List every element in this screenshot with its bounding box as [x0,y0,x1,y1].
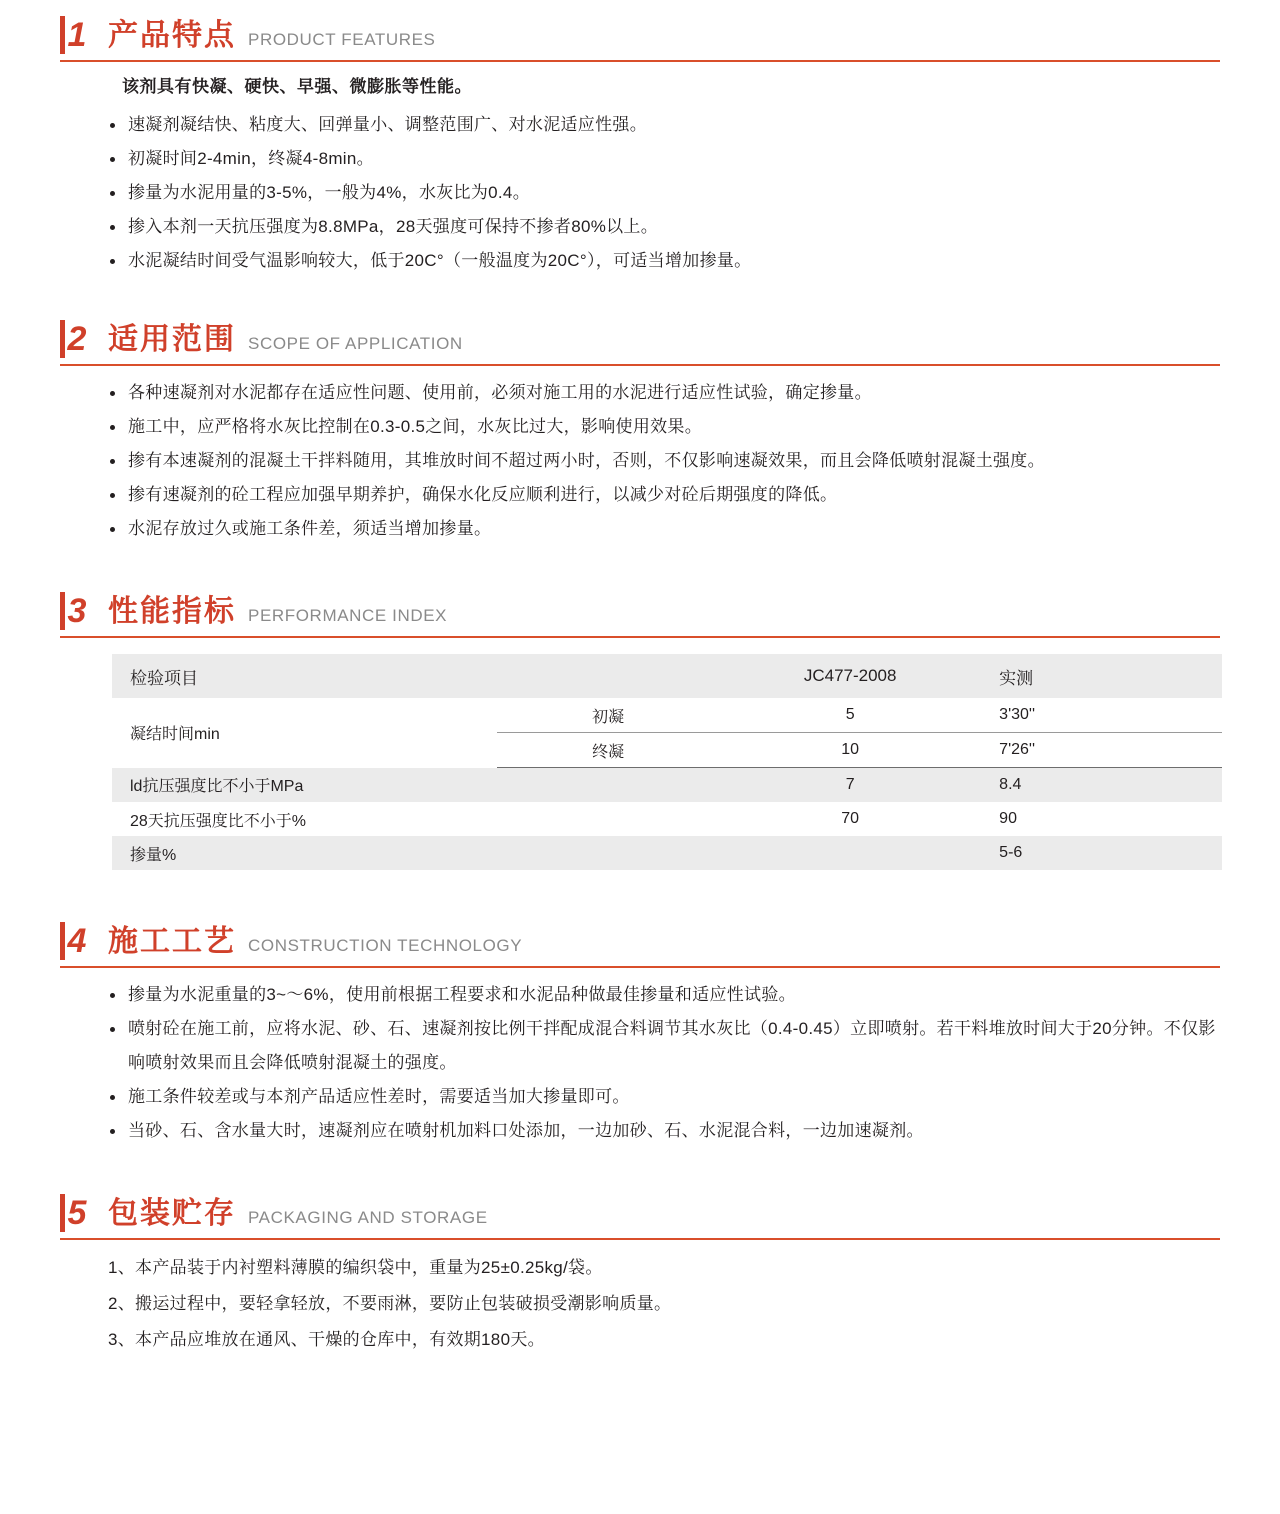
section-title-en: CONSTRUCTION TECHNOLOGY [248,936,523,955]
table-row [112,802,1222,836]
table-row [112,836,1222,870]
section-title-en: SCOPE OF APPLICATION [248,334,463,353]
list-item: 掺有速凝剂的砼工程应加强早期养护，确保水化反应顺利进行，以减少对砼后期强度的降低。 [108,478,1220,512]
list-item: 1、本产品装于内衬塑料薄膜的编织袋中，重量为25±0.25kg/袋。 [108,1258,603,1277]
list-item: 掺量为水泥重量的3~～6%，使用前根据工程要求和水泥品种做最佳掺量和适应性试验。 [108,978,1220,1012]
row-standard-value [719,836,981,870]
section-product-features [60,14,1220,278]
construction-bullet-list [60,978,1220,1148]
section-header [60,920,1220,968]
section-title-cn: 产品特点 [108,19,236,52]
row-label-dosage: 掺量% [112,836,497,870]
features-bullet-list [60,108,1220,278]
list-item: 3、本产品应堆放在通风、干燥的仓库中，有效期180天。 [108,1330,545,1349]
row-sub-empty [497,836,719,870]
scope-bullet-list [60,376,1220,546]
section-number: 2 [60,318,94,360]
list-item: 掺量为水泥用量的3-5%，一般为4%，水灰比为0.4。 [108,176,1220,210]
row-measured-value: 8.4 [981,768,1222,803]
section-header [60,14,1220,62]
section-title-cn: 包装贮存 [108,1197,236,1230]
table-row [112,768,1222,803]
section-title-cn: 性能指标 [108,595,236,628]
column-header-sub [497,654,719,698]
row-sub-empty [497,802,719,836]
list-item: 施工中，应严格将水灰比控制在0.3-0.5之间，水灰比过大，影响使用效果。 [108,410,1220,444]
column-header-item: 检验项目 [112,654,497,698]
row-standard-value: 70 [719,802,981,836]
row-label-setting-time: 凝结时间min [112,698,497,768]
section-header [60,590,1220,638]
row-measured-value: 5-6 [981,836,1222,870]
list-item: 掺入本剂一天抗压强度为8.8MPa，28天强度可保持不掺者80%以上。 [108,210,1220,244]
section-construction-technology [60,920,1220,1148]
list-item: 速凝剂凝结快、粘度大、回弹量小、调整范围广、对水泥适应性强。 [108,108,1220,142]
section-title-cn: 施工工艺 [108,925,236,958]
list-item: 2、搬运过程中，要轻拿轻放，不要雨淋，要防止包装破损受潮影响质量。 [108,1294,672,1313]
section-title-en: PACKAGING AND STORAGE [248,1208,488,1227]
section-number: 4 [60,920,94,962]
packaging-numbered-list [60,1250,1220,1358]
row-sub-empty [497,768,719,803]
list-item: 水泥存放过久或施工条件差，须适当增加掺量。 [108,512,1220,546]
list-item: 喷射砼在施工前，应将水泥、砂、石、速凝剂按比例干拌配成混合料调节其水灰比（0.4-0.45）立即喷射。若干料堆放时间大于20分钟。不仅影响喷射效果而且会降低喷射混凝土的强度。 [108,1012,1220,1080]
row-sub-initial-set: 初凝 [497,698,719,733]
list-item: 施工条件较差或与本剂产品适应性差时，需要适当加大掺量即可。 [108,1080,1220,1114]
row-measured-value: 90 [981,802,1222,836]
section-packaging-and-storage [60,1192,1220,1358]
section-number: 1 [60,14,94,56]
row-label-28d-strength: 28天抗压强度比不小于% [112,802,497,836]
list-item: 水泥凝结时间受气温影响较大，低于20C°（一般温度为20C°），可适当增加掺量。 [108,244,1220,278]
list-item: 掺有本速凝剂的混凝土干拌料随用，其堆放时间不超过两小时，否则，不仅影响速凝效果，而且会降低喷射混凝土强度。 [108,444,1220,478]
list-item: 初凝时间2-4min，终凝4-8min。 [108,142,1220,176]
row-label-1d-strength: ld抗压强度比不小于MPa [112,768,497,803]
section-title-en: PRODUCT FEATURES [248,30,436,49]
row-standard-value: 10 [719,733,981,768]
row-standard-value: 5 [719,698,981,733]
section-scope-of-application [60,318,1220,546]
section-title-cn: 适用范围 [108,323,236,356]
features-lead-text: 该剂具有快凝、硬快、早强、微膨胀等性能。 [122,77,472,96]
row-sub-final-set: 终凝 [497,733,719,768]
performance-table [112,654,1222,870]
row-measured-value: 7'26'' [981,733,1222,768]
row-measured-value: 3'30'' [981,698,1222,733]
section-number: 3 [60,590,94,632]
performance-table-wrapper [112,654,1222,870]
list-item: 各种速凝剂对水泥都存在适应性问题、使用前，必须对施工用的水泥进行适应性试验，确定掺量。 [108,376,1220,410]
row-standard-value: 7 [719,768,981,803]
section-header [60,318,1220,366]
table-header-row [112,654,1222,698]
section-header [60,1192,1220,1240]
column-header-standard: JC477-2008 [719,654,981,698]
section-title-en: PERFORMANCE INDEX [248,606,448,625]
column-header-measured: 实测 [981,654,1222,698]
section-performance-index [60,590,1220,870]
table-row [112,698,1222,733]
list-item: 当砂、石、含水量大时，速凝剂应在喷射机加料口处添加，一边加砂、石、水泥混合料，一边加速凝剂。 [108,1114,1220,1148]
section-number: 5 [60,1192,94,1234]
